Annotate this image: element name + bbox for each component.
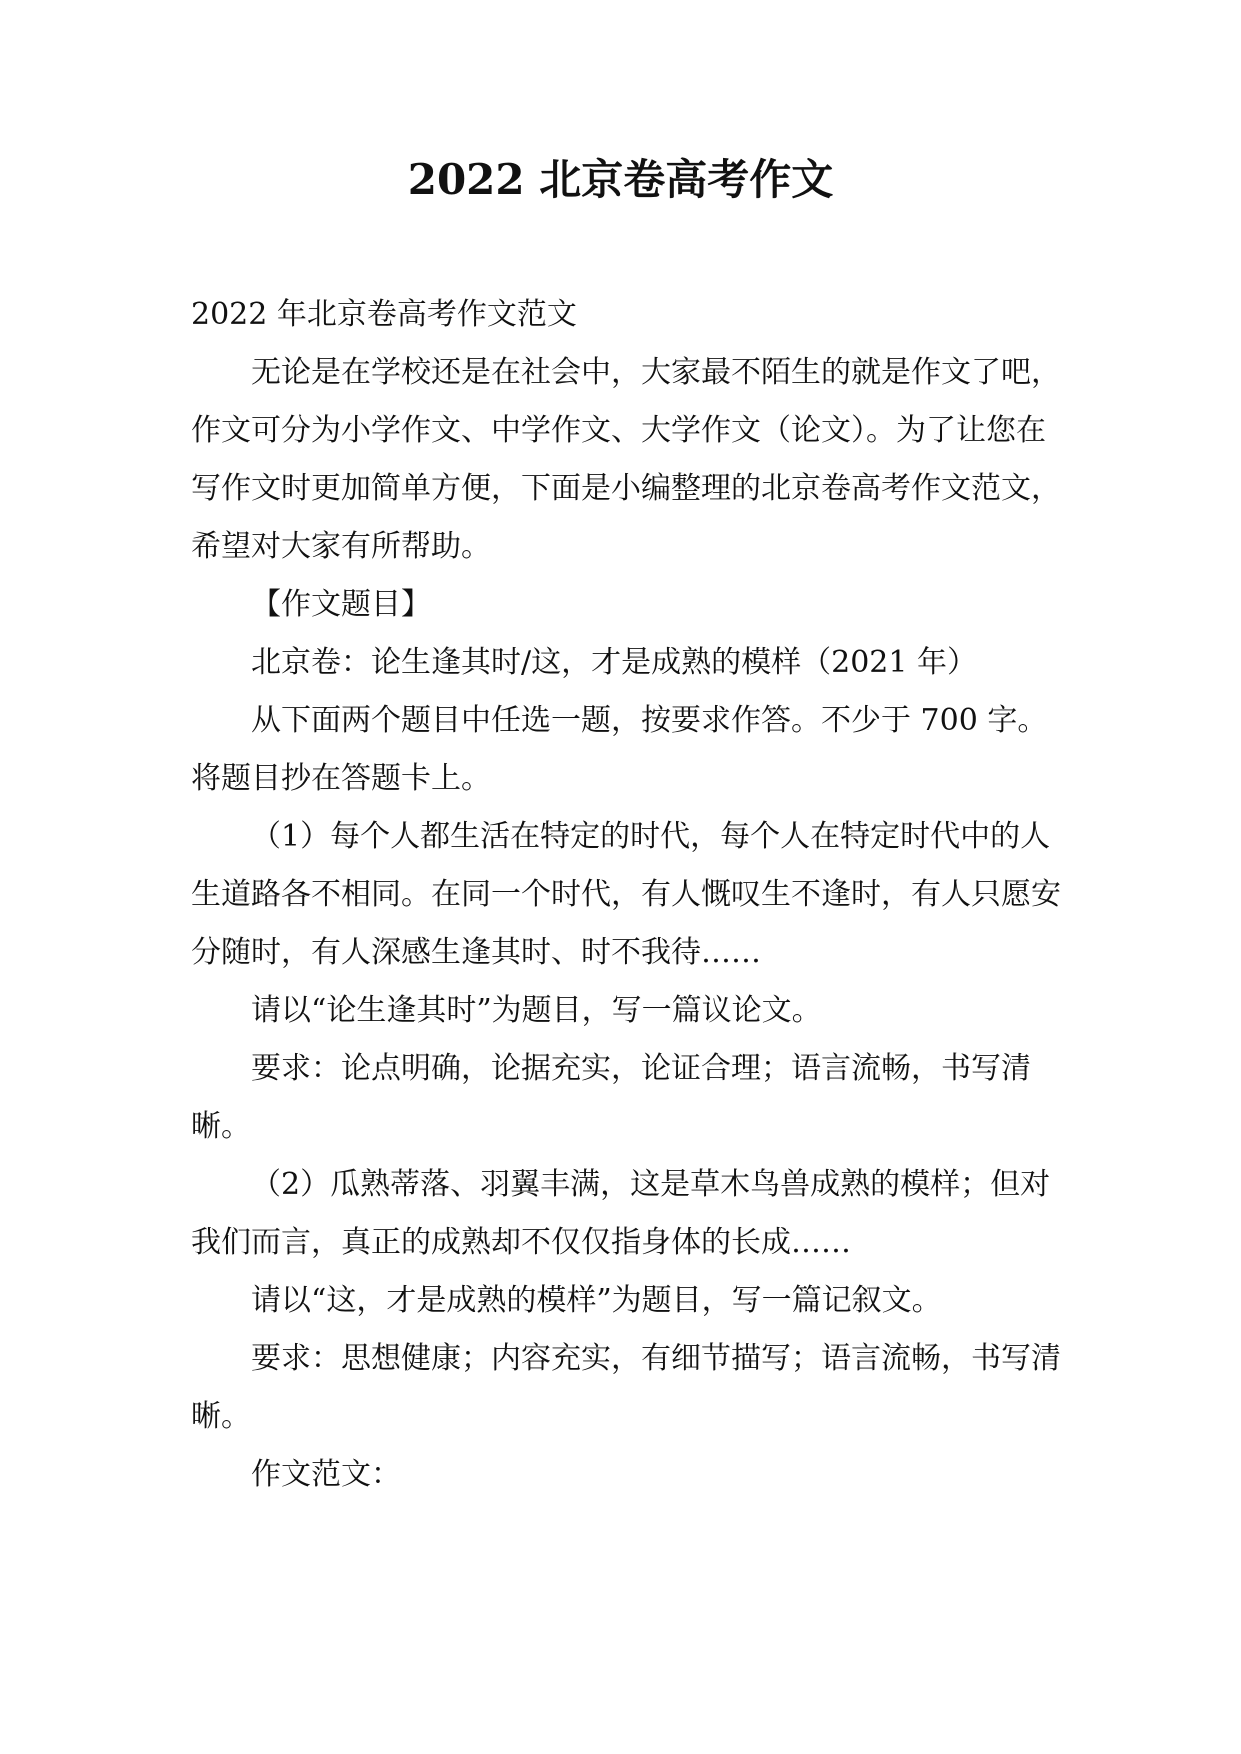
paragraph-option-1-prompt: 请以“论生逢其时”为题目，写一篇议论文。 (251, 993, 822, 1028)
paragraph-sample-heading: 作文范文： (251, 1457, 401, 1492)
paragraph-instructions: 从下面两个题目中任选一题，按要求作答。不少于 700 字。将题目抄在答题卡上。 (191, 703, 1048, 796)
paragraph-option-2: （2）瓜熟蒂落、羽翼丰满，这是草木鸟兽成熟的模样；但对我们而言，真正的成熟却不仅仅指身体的长成…… (191, 1167, 1051, 1260)
paragraph-option-2-prompt: 请以“这，才是成熟的模样”为题目，写一篇记叙文。 (251, 1283, 942, 1318)
paragraph-option-1: （1）每个人都生活在特定的时代，每个人在特定时代中的人生道路各不相同。在同一个时代，有人慨叹生不逢时，有人只愿安分随时，有人深感生逢其时、时不我待…… (191, 819, 1061, 970)
document-title: 2022 北京卷高考作文 (407, 155, 834, 204)
paragraph-topic-title: 北京卷：论生逢其时/这，才是成熟的模样（2021 年） (251, 645, 977, 680)
document-body (191, 286, 1071, 1504)
paragraph-topic-heading: 【作文题目】 (251, 587, 431, 622)
paragraph-intro: 无论是在学校还是在社会中，大家最不陌生的就是作文了吧，作文可分为小学作文、中学作文、大学作文（论文）。为了让您在写作文时更加简单方便，下面是小编整理的北京卷高考作文范文，希望对大家有所帮助。 (191, 355, 1061, 564)
document-subtitle: 2022 年北京卷高考作文范文 (191, 297, 577, 332)
paragraph-option-1-requirements: 要求：论点明确，论据充实，论证合理；语言流畅，书写清晰。 (191, 1051, 1031, 1144)
paragraph-option-2-requirements: 要求：思想健康；内容充实，有细节描写；语言流畅，书写清晰。 (191, 1341, 1061, 1434)
